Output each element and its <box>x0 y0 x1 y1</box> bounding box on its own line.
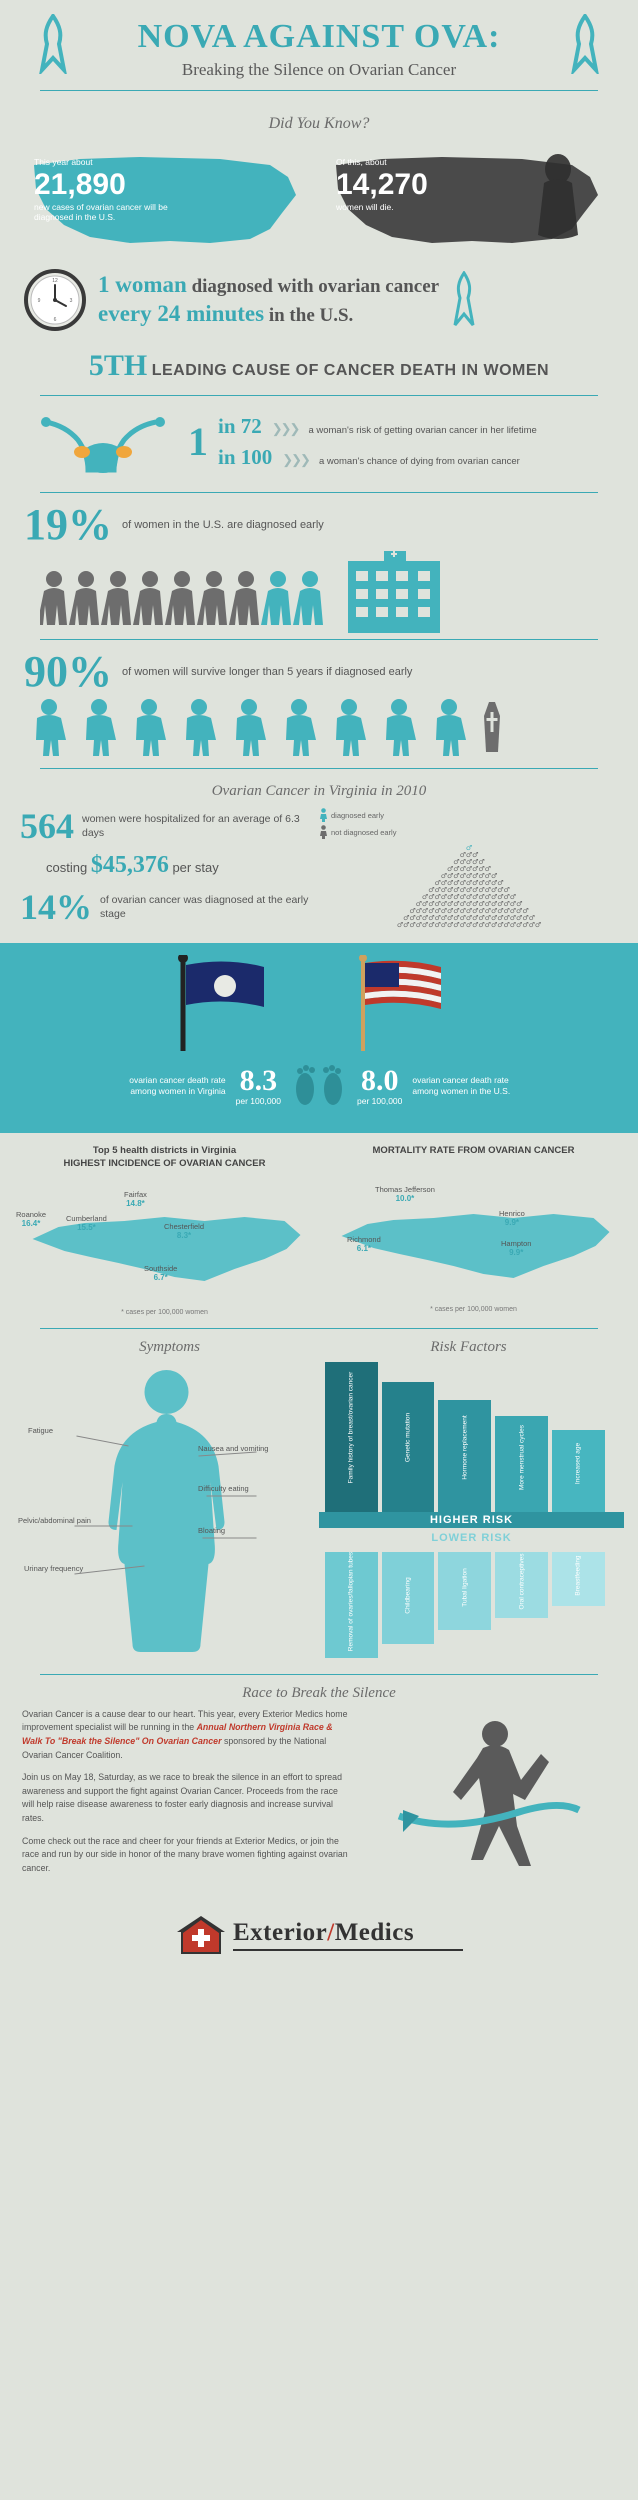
map-caption: women will die. <box>336 201 394 212</box>
race-body <box>0 1708 638 1908</box>
cost-amount: $45,376 <box>90 852 169 878</box>
lifetime-risk <box>0 396 638 488</box>
us-rate-per: per 100,000 <box>357 1096 403 1106</box>
survival-stat <box>0 640 638 698</box>
va-rate-number: 8.3 <box>239 1064 278 1097</box>
lower-risk-bars <box>319 1552 624 1660</box>
label-thomas-jefferson: Thomas Jefferson 10.0* <box>375 1184 435 1204</box>
symptoms-heading: Symptoms <box>139 1338 200 1355</box>
incidence-footnote: * cases per 100,000 women <box>121 1308 208 1316</box>
virginia-right <box>320 808 618 933</box>
race-text <box>22 1708 352 1898</box>
higher-risk-label: HIGHER RISK <box>319 1512 624 1528</box>
lower-risk-label: LOWER RISK <box>431 1531 512 1544</box>
symptom-difficulty-eating: Difficulty eating <box>198 1483 249 1493</box>
logo-word2: Medics <box>334 1918 415 1946</box>
svg-text:9: 9 <box>37 298 41 304</box>
early-diagnosis-stat <box>0 493 638 551</box>
person-icon <box>320 825 327 839</box>
cost-suffix: per stay <box>172 860 219 875</box>
risk-ratio: in 72 <box>218 414 262 438</box>
clock-line1-rest: diagnosed with ovarian cancer <box>191 276 440 298</box>
footprints-icon <box>291 1055 347 1117</box>
hospitalized-number: 564 <box>20 806 74 846</box>
higher-risk-bars <box>319 1360 624 1512</box>
clock-line2-rest: in the U.S. <box>268 305 354 326</box>
early-diagnosis-label: of women in the U.S. are diagnosed early <box>122 519 324 531</box>
map-lead: Of this, about <box>336 157 387 167</box>
va-rate-per: per 100,000 <box>235 1096 281 1106</box>
incidence-title: Top 5 health districts in Virginia <box>92 1145 237 1156</box>
mortality-title: MORTALITY RATE FROM OVARIAN CANCER <box>372 1145 575 1156</box>
district-charts <box>0 1133 638 1322</box>
early-diagnosis-figures <box>0 551 638 637</box>
symptoms-diagram <box>14 1360 319 1660</box>
risk-list <box>218 414 537 470</box>
race-event-name: Annual Northern Virginia Race & Walk To "Break the Silence" On Ovarian Cancer <box>22 1722 333 1746</box>
divider <box>40 768 598 769</box>
bar-ovary-removal[interactable]: Removal of ovaries/fallopian tubes <box>325 1552 378 1658</box>
mortality-footnote: * cases per 100,000 women <box>430 1305 517 1313</box>
cost-prefix: costing <box>46 860 88 875</box>
risk-description: a woman's chance of dying from ovarian cancer <box>318 456 520 467</box>
svg-text:6: 6 <box>53 317 57 323</box>
map-new-cases-text <box>34 157 184 223</box>
bar-breastfeeding[interactable]: Breastfeeding <box>552 1552 605 1606</box>
virginia-legend <box>320 808 618 839</box>
runner-icon <box>362 1708 616 1898</box>
risk-numbers <box>188 419 208 464</box>
survival-pct: 90% <box>24 647 112 696</box>
legend-label: diagnosed early <box>331 810 384 820</box>
logo-slash: / <box>327 1918 335 1946</box>
label-chesterfield: Chesterfield 8.3* <box>164 1221 205 1241</box>
female-body-icon <box>14 1360 319 1660</box>
map-deaths <box>322 143 618 255</box>
label-cumberland: Cumberland 15.5* <box>66 1213 107 1233</box>
race-paragraph-1 <box>22 1708 352 1763</box>
logo-underline <box>233 1949 463 1951</box>
women-figures-icon <box>34 698 504 758</box>
page-title: NOVA AGAINST OVA: <box>137 18 501 55</box>
early-pct: 14% <box>20 887 92 927</box>
page-subtitle: Breaking the Silence on Ovarian Cancer <box>181 60 457 79</box>
symptom-nausea: Nausea and vomiting <box>198 1443 269 1453</box>
us-maps <box>0 139 638 263</box>
clock-statistic <box>0 263 638 341</box>
pyramid-figures: ♂ ♂♂♂ ♂♂♂♂♂ ♂♂♂♂♂♂♂ ♂♂♂♂♂♂♂♂♂ ♂♂♂♂♂♂♂♂♂♂♂ ♂♂♂♂♂♂♂♂♂♂♂♂♂ ♂♂♂♂♂♂♂♂♂♂♂♂♂♂♂ ♂♂♂♂♂♂♂♂♂♂♂♂♂♂♂♂♂ ♂♂♂♂♂♂♂♂♂♂♂♂♂♂♂♂♂♂♂ ♂♂♂♂♂♂♂♂♂♂♂♂♂♂♂♂♂♂♂♂♂ ♂♂♂♂♂♂♂♂♂♂♂♂♂♂♂♂♂♂♂♂♂♂♂ <box>396 844 542 929</box>
risk-item <box>218 414 537 439</box>
map-lead: This year about <box>34 157 93 167</box>
risk-factors-chart <box>319 1360 624 1660</box>
virginia-heading: Ovarian Cancer in Virginia in 2010 <box>211 783 427 799</box>
label-hampton: Hampton 9.9* <box>501 1238 532 1258</box>
hospital-icon <box>338 551 448 633</box>
race-paragraph-3: Come check out the race and cheer for your friends at Exterior Medics, or join the race and run by our side in honor of the many brave women fighting against ovarian cancer. <box>22 1835 348 1873</box>
bar-genetic-mutation[interactable]: Genetic mutation <box>382 1382 435 1512</box>
clock-text <box>98 271 439 329</box>
people-figures-icon <box>40 569 340 631</box>
coffin-icon <box>484 702 500 752</box>
race-paragraph-2: Join us on May 18, Saturday, as we race to break the silence in an effort to spread awareness and support the fight against Ovarian Cancer. Proceeds from the race will help raise disease awareness to foster early diagnosis and increase survival rates. <box>22 1772 342 1823</box>
risk-factors-heading: Risk Factors <box>430 1338 507 1355</box>
symptom-pelvic-pain: Pelvic/abdominal pain <box>18 1515 91 1525</box>
header <box>0 0 638 101</box>
usa-flag-icon <box>349 955 469 1051</box>
survival-label: of women will survive longer than 5 years if diagnosed early <box>122 666 413 678</box>
label-fairfax: Fairfax 14.8* <box>124 1189 147 1209</box>
logo <box>0 1908 638 1976</box>
svg-text:3: 3 <box>69 298 73 304</box>
early-text: of ovarian cancer was diagnosed at the early stage <box>100 894 309 921</box>
virginia-early <box>20 889 320 925</box>
label-richmond: Richmond 6.1* <box>347 1234 381 1254</box>
flags <box>18 955 620 1051</box>
risk-one: 1 <box>188 419 208 464</box>
runner-illustration <box>362 1708 616 1898</box>
label-henrico: Henrico 9.9* <box>499 1208 525 1228</box>
race-p1-after: sponsored by the National Ovarian Cancer Coalition. <box>22 1735 327 1760</box>
risk-item <box>218 445 537 470</box>
incidence-subtitle: HIGHEST INCIDENCE OF OVARIAN CANCER <box>63 1157 266 1169</box>
bar-hormone-replacement[interactable]: Hormone replacement <box>438 1400 491 1512</box>
symptom-urinary-frequency: Urinary frequency <box>24 1563 84 1573</box>
us-rate-number: 8.0 <box>360 1064 399 1097</box>
label-roanoke: Roanoke 16.4* <box>16 1209 47 1229</box>
race-heading: Race to Break the Silence <box>242 1684 396 1701</box>
death-rates <box>18 1055 620 1117</box>
virginia-stats <box>0 804 638 943</box>
map-deaths-text <box>336 157 486 212</box>
house-medical-icon <box>175 1914 227 1956</box>
virginia-left <box>20 808 320 933</box>
virginia-map-icon <box>14 1177 315 1307</box>
mortality-map <box>323 1174 624 1304</box>
legend-item-not-early <box>320 825 618 839</box>
person-icon <box>320 808 327 822</box>
virginia-cost <box>20 852 320 879</box>
symptoms-risk-titles <box>0 1329 638 1356</box>
uterus-icon <box>28 406 178 478</box>
symptoms-risk-body <box>0 1356 638 1668</box>
map-new-cases <box>20 143 316 255</box>
ribbon-icon <box>36 14 70 74</box>
hospitalized-text: women were hospitalized for an average of 6.3 days <box>82 813 300 840</box>
us-death-rate <box>357 1066 402 1106</box>
chevron-right-icon: ❯❯❯ <box>282 452 309 467</box>
bar-oral-contraceptives[interactable]: Oral contraceptives <box>495 1552 548 1618</box>
legend-item-early <box>320 808 618 822</box>
map-caption: new cases of ovarian cancer will be diagnosed in the U.S. <box>34 201 168 223</box>
us-death-label: ovarian cancer death rate among women in the U.S. <box>412 1074 511 1096</box>
chevron-right-icon: ❯❯❯ <box>271 421 299 436</box>
virginia-hospitalized <box>20 808 320 844</box>
survival-figures <box>0 698 638 764</box>
symptom-bloating: Bloating <box>198 1525 226 1535</box>
divider <box>40 90 598 91</box>
bar-menstrual-cycles[interactable]: More menstrual cycles <box>495 1416 548 1512</box>
clock-line2-strong: every 24 minutes <box>98 301 265 326</box>
divider <box>40 1674 598 1675</box>
ribbon-icon <box>568 14 602 74</box>
map-number: 21,890 <box>34 167 126 201</box>
va-death-label: ovarian cancer death rate among women in Virginia <box>129 1074 226 1096</box>
legend-label: not diagnosed early <box>331 827 397 837</box>
clock-line1-strong: 1 woman <box>98 272 187 298</box>
risk-ratio: in 100 <box>218 445 273 469</box>
incidence-map <box>14 1177 315 1307</box>
logo-word1: Exterior <box>233 1918 328 1946</box>
logo-text <box>233 1919 463 1947</box>
early-diagnosis-pct: 19% <box>24 500 112 549</box>
leading-cause <box>0 341 638 387</box>
leading-cause-rank: 5TH <box>88 349 148 382</box>
va-death-rate <box>236 1066 281 1106</box>
race-p1-before: Ovarian Cancer is a cause dear to our heart. This year, every Exterior Medics home improvement specialist will be running in the <box>22 1708 348 1733</box>
ribbon-icon <box>451 271 477 329</box>
mortality-chart <box>323 1145 624 1316</box>
risk-description: a woman's risk of getting ovarian cancer in her lifetime <box>308 425 537 436</box>
symptom-fatigue: Fatigue <box>28 1425 54 1435</box>
incidence-chart <box>14 1145 315 1316</box>
bar-tubal-ligation[interactable]: Tubal ligation <box>438 1552 491 1630</box>
death-rate-band <box>0 943 638 1133</box>
clock-icon <box>24 269 86 331</box>
bar-childbearing[interactable]: Childbearing <box>382 1552 435 1644</box>
bar-increased-age[interactable]: Increased age <box>552 1430 605 1512</box>
bar-family-history[interactable]: Family history of breast/ovarian cancer <box>325 1362 378 1512</box>
label-southside: Southside 6.7* <box>144 1263 178 1283</box>
virginia-flag-icon <box>169 955 289 1051</box>
map-number: 14,270 <box>336 167 428 201</box>
leading-cause-text: LEADING CAUSE OF CANCER DEATH IN WOMEN <box>151 362 550 379</box>
svg-text:12: 12 <box>52 278 58 284</box>
section-did-you-know: Did You Know? <box>268 115 370 132</box>
